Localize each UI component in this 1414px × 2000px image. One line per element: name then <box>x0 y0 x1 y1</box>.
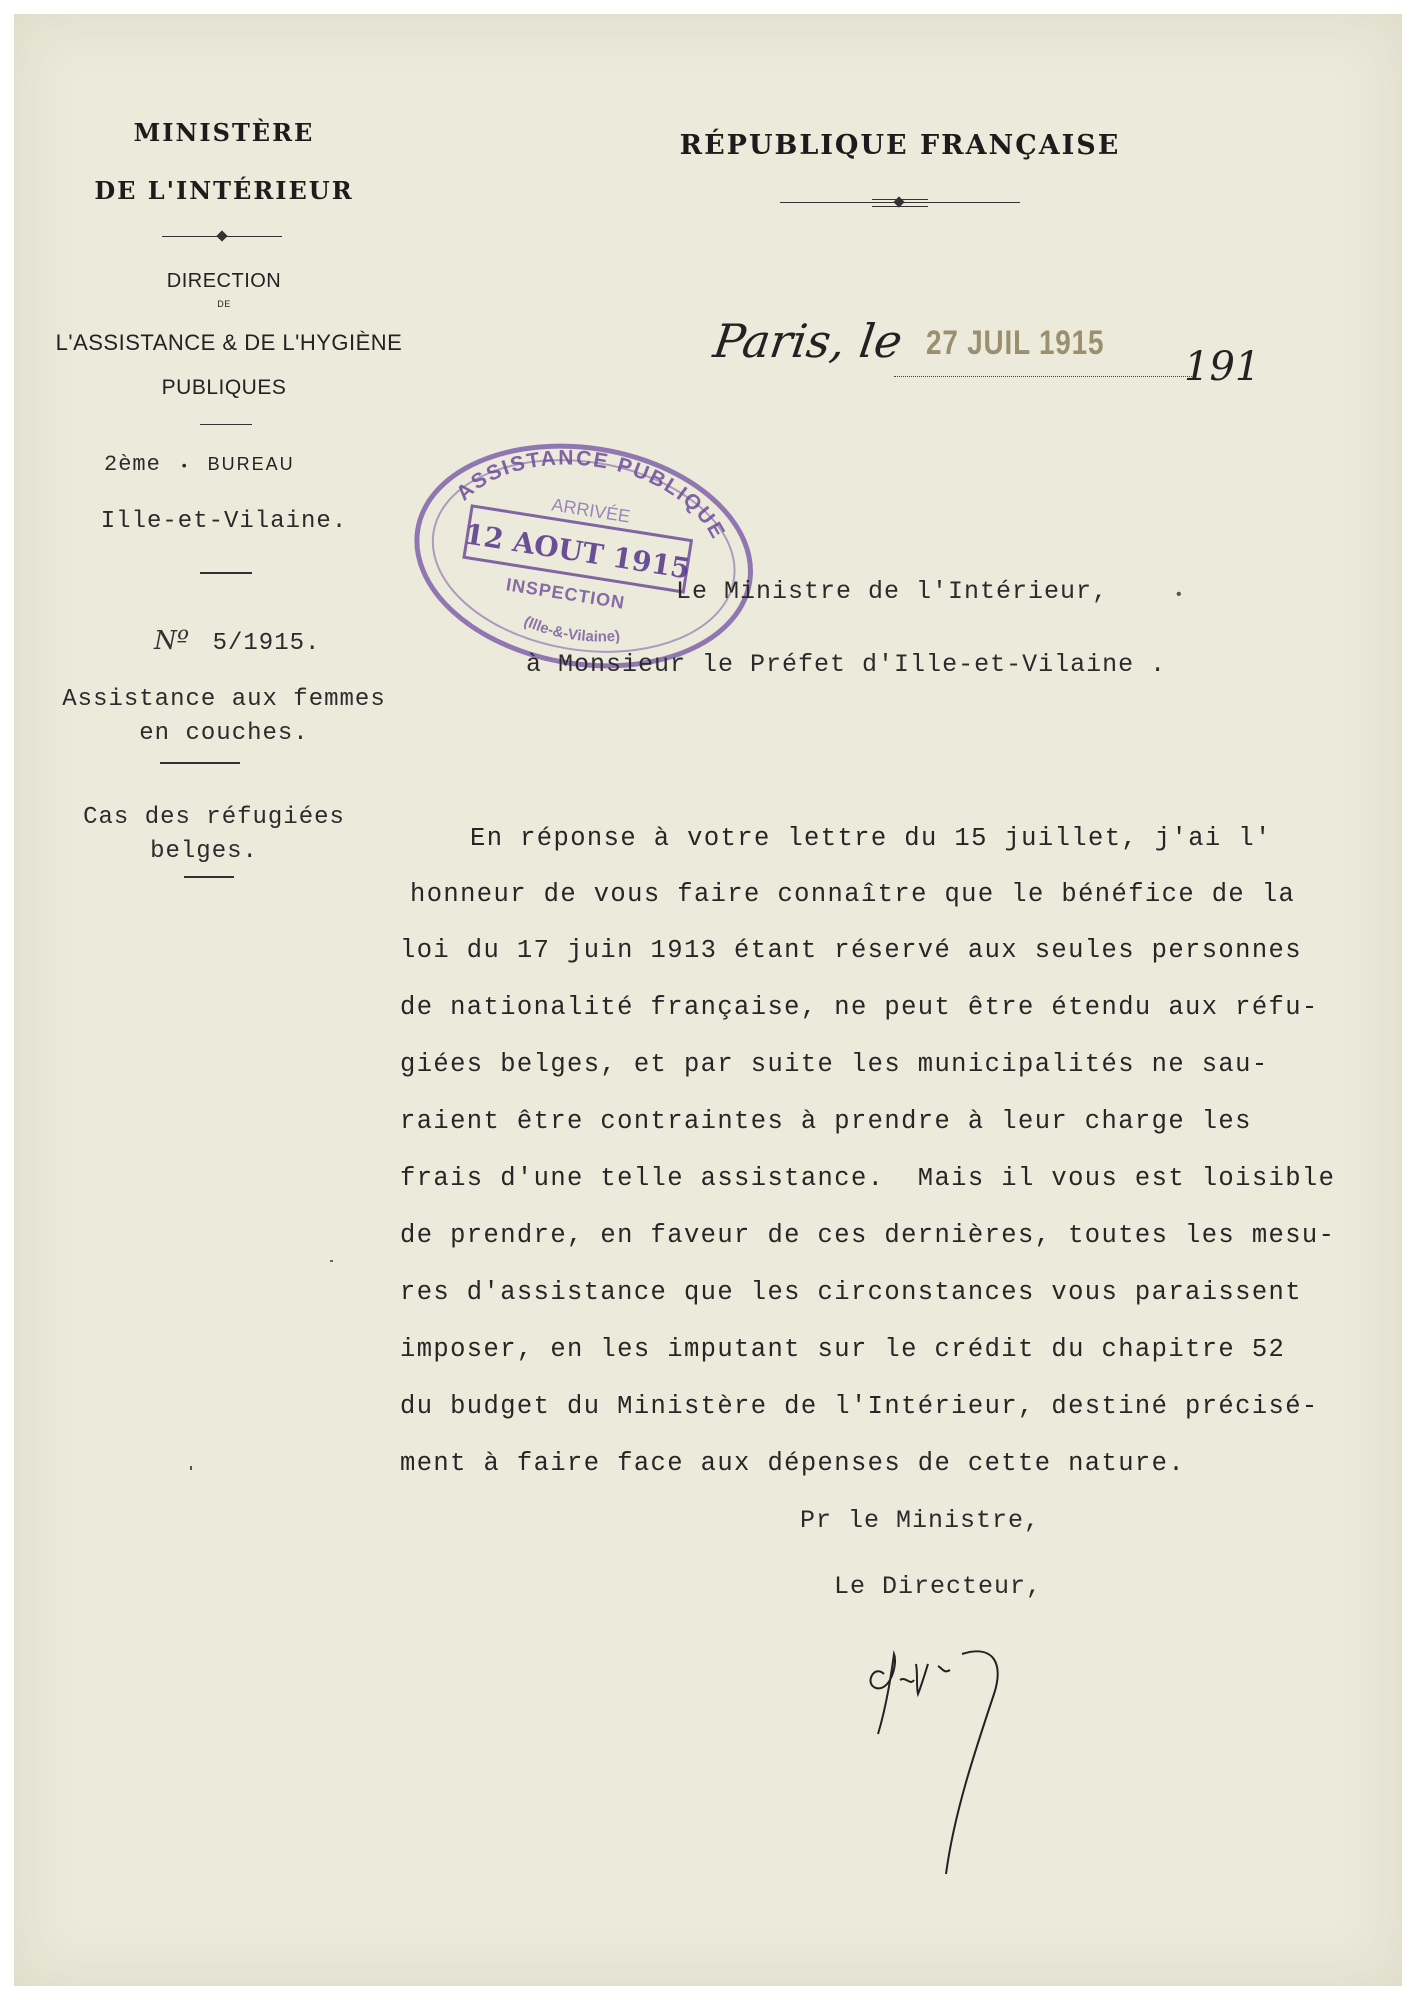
body-line-5: giées belges, et par suite les municipalités ne sau- <box>400 1050 1269 1079</box>
date-stamp: 27 JUIL 1915 <box>926 324 1105 362</box>
body-line-10: imposer, en les imputant sur le crédit du chapitre 52 <box>400 1335 1286 1364</box>
body-line-9: res d'assistance que les circonstances vous paraissent <box>400 1278 1302 1307</box>
year-prefix: 191 <box>1184 344 1261 390</box>
stamp-arc-text: ASSISTANCE PUBLIQUE <box>451 446 730 544</box>
stamp-arrivee: ARRIVÉE <box>550 494 632 527</box>
closing-line2: Le Directeur, <box>834 1572 1043 1601</box>
bureau-line: 2ème • BUREAU <box>104 452 295 477</box>
closing-line1: Pr le Ministre, <box>800 1506 1041 1535</box>
body-line-11: du budget du Ministère de l'Intérieur, destiné précisé- <box>400 1392 1319 1421</box>
subject-line2: en couches. <box>139 720 309 747</box>
body-line-8: de prendre, en faveur de ces dernières, toutes les mesu- <box>400 1221 1336 1250</box>
body-line-12: ment à faire face aux dépenses de cette nature. <box>400 1449 1186 1478</box>
body-line-7: frais d'une telle assistance. Mais il vous est loisible <box>400 1164 1336 1193</box>
letter-page <box>14 14 1402 1986</box>
small-rule-4 <box>184 876 234 878</box>
publiques-label: PUBLIQUES <box>161 376 287 399</box>
assistance-label: L'ASSISTANCE & DE L'HYGIÈNE <box>55 330 403 355</box>
stamp-date: 12 AOUT 1915 <box>462 517 693 586</box>
signature <box>854 1624 1074 1884</box>
ornament-rule-right <box>780 200 1020 206</box>
stamp-department: (Ille-&-Vilaine) <box>521 612 621 646</box>
file-number <box>154 626 374 657</box>
stray-dot: • <box>1174 586 1184 604</box>
speck-1 <box>330 1260 333 1262</box>
department-left: Ille-et-Vilaine. <box>100 508 348 535</box>
de-label: DE <box>217 299 231 309</box>
ornament-rule-left <box>162 234 282 240</box>
small-rule-2 <box>200 572 252 574</box>
small-rule-3 <box>160 762 240 764</box>
recipient-line: à Monsieur le Préfet d'Ille-et-Vilaine . <box>526 650 1167 679</box>
ministry-line1: MINISTÈRE <box>133 118 315 147</box>
body-line-3: loi du 17 juin 1913 étant réservé aux seules personnes <box>400 936 1302 965</box>
small-rule-1 <box>200 424 252 425</box>
case-line1: Cas des réfugiées <box>83 804 345 831</box>
file-number-value: 5/1915. <box>212 630 321 657</box>
body-line-6: raient être contraintes à prendre à leur charge les <box>400 1107 1252 1136</box>
body-line-2: honneur de vous faire connaître que le bénéfice de la <box>410 880 1296 909</box>
body-line-4: de nationalité française, ne peut être étendu aux réfu- <box>400 993 1319 1022</box>
sender-line: Le Ministre de l'Intérieur, <box>676 577 1109 606</box>
direction-label: DIRECTION <box>166 270 282 292</box>
stamp-inspection: INSPECTION <box>504 574 627 613</box>
speck-2 <box>190 1466 192 1470</box>
bureau-label: BUREAU <box>207 454 295 474</box>
subject-line1: Assistance aux femmes <box>62 686 386 713</box>
republic-title: RÉPUBLIQUE FRANÇAISE <box>679 130 1121 161</box>
bureau-number: 2ème <box>104 452 161 477</box>
ministry-line2: DE L'INTÉRIEUR <box>94 176 354 205</box>
body-line-1: En réponse à votre lettre du 15 juillet, j'ai l' <box>470 824 1272 853</box>
case-line2: belges. <box>150 838 258 865</box>
date-underline <box>894 376 1194 377</box>
place-label: Paris, le <box>710 314 906 368</box>
number-prefix: Nº <box>154 626 189 656</box>
